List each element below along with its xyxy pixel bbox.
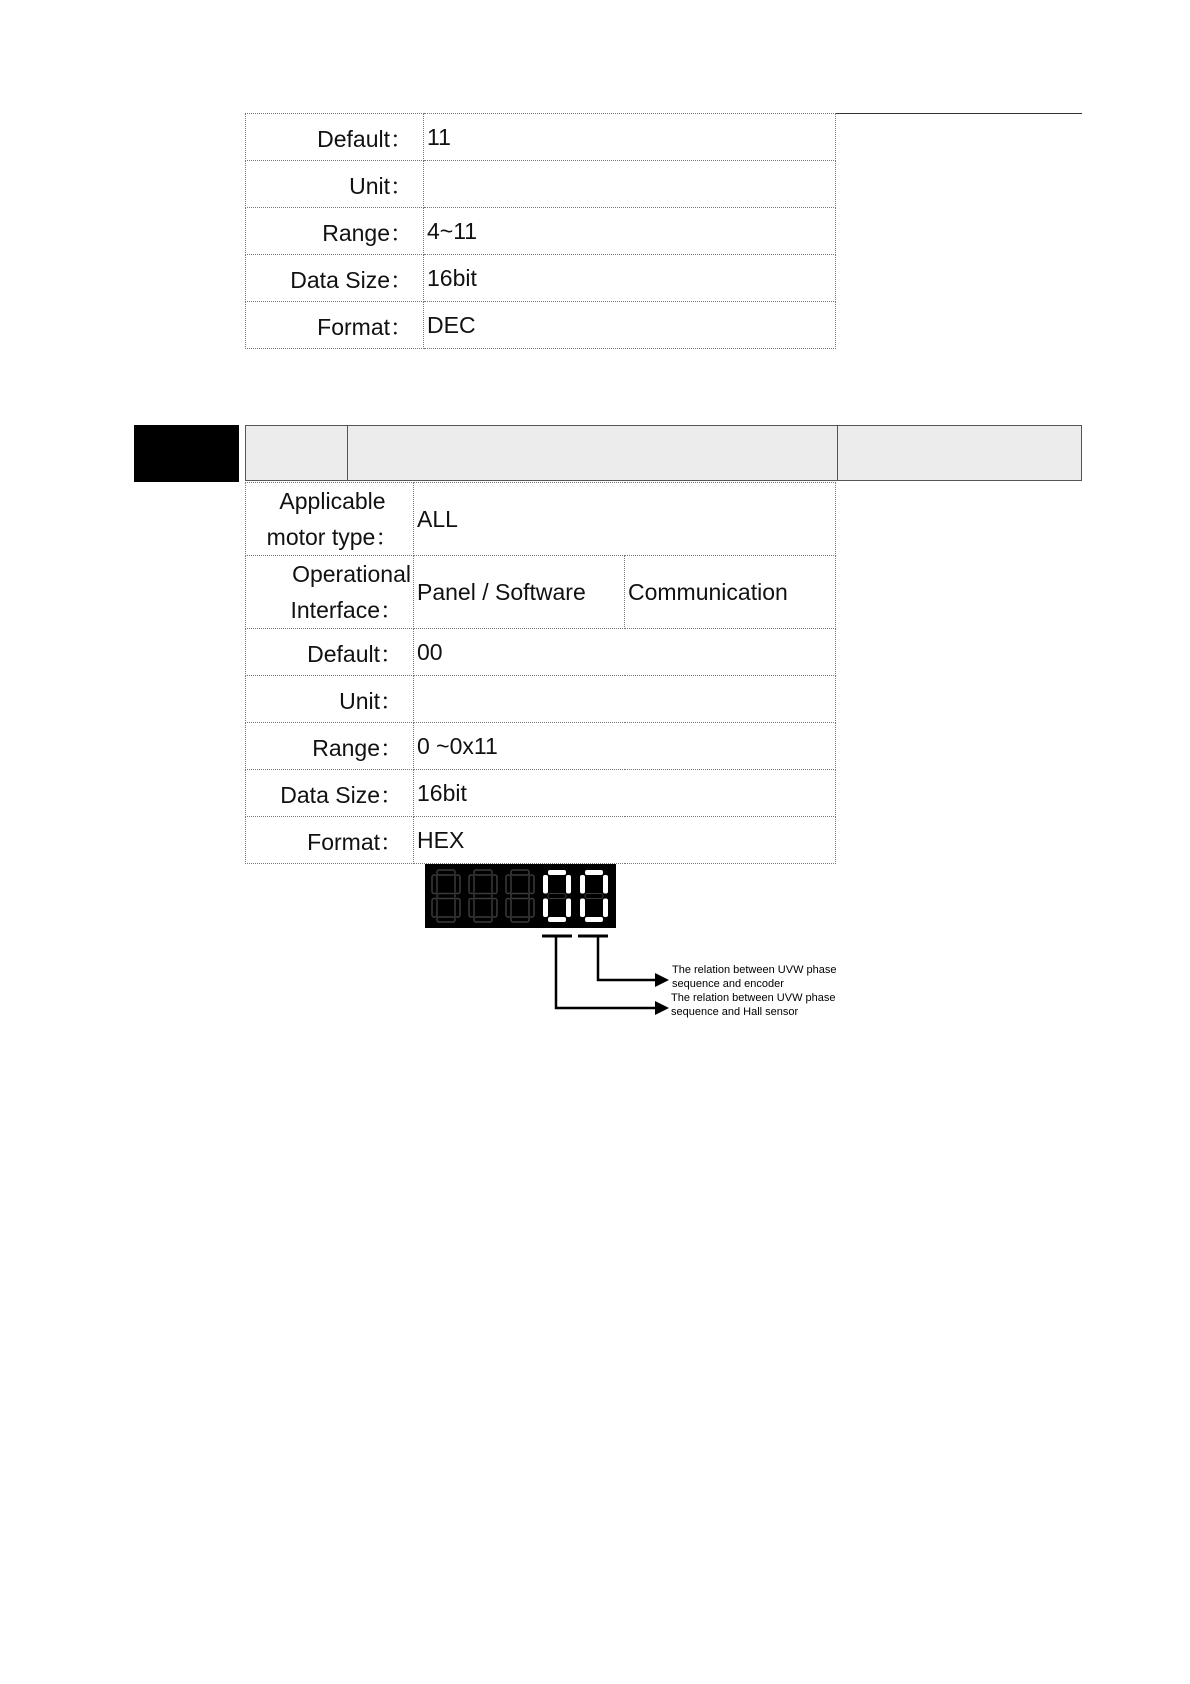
format-label: Format： <box>246 302 424 349</box>
note-hall-line1: The relation between UVW phase <box>671 992 836 1004</box>
arrow-head-hall <box>655 1001 669 1015</box>
range-value: 4~11 <box>424 208 836 255</box>
default-value: 11 <box>424 114 836 161</box>
data-size-value: 16bit <box>424 255 836 302</box>
interface-panel-software: Panel / Software <box>414 556 625 629</box>
data-size-label: Data Size： <box>246 770 414 817</box>
data-size-value: 16bit <box>414 770 836 817</box>
applicable-label-line2: motor type： <box>266 524 399 550</box>
applicable-motor-value: ALL <box>414 483 836 556</box>
default-value: 00 <box>414 629 836 676</box>
unit-label: Unit： <box>246 676 414 723</box>
format-value: DEC <box>424 302 836 349</box>
default-label: Default： <box>246 629 414 676</box>
range-label: Range： <box>246 723 414 770</box>
note-encoder-line1: The relation between UVW phase <box>672 964 837 976</box>
format-label: Format： <box>246 817 414 864</box>
note-encoder <box>672 963 836 991</box>
note-encoder-line2: sequence and encoder <box>672 978 784 990</box>
leader-hall <box>556 936 655 1008</box>
interface-label-line1: Operational <box>292 561 411 587</box>
unit-label: Unit： <box>246 161 424 208</box>
data-size-label: Data Size： <box>246 255 424 302</box>
arrow-head-encoder <box>655 973 669 987</box>
note-hall <box>671 991 835 1019</box>
interface-communication: Communication <box>625 556 836 629</box>
applicable-label-line1: Applicable <box>279 488 386 514</box>
interface-label-line2: Interface： <box>290 597 403 623</box>
note-hall-line2: sequence and Hall sensor <box>671 1006 799 1018</box>
default-label: Default： <box>246 114 424 161</box>
range-value: 0 ~0x11 <box>414 723 836 770</box>
format-value: HEX <box>414 817 836 864</box>
range-label: Range： <box>246 208 424 255</box>
leader-encoder <box>598 936 655 980</box>
